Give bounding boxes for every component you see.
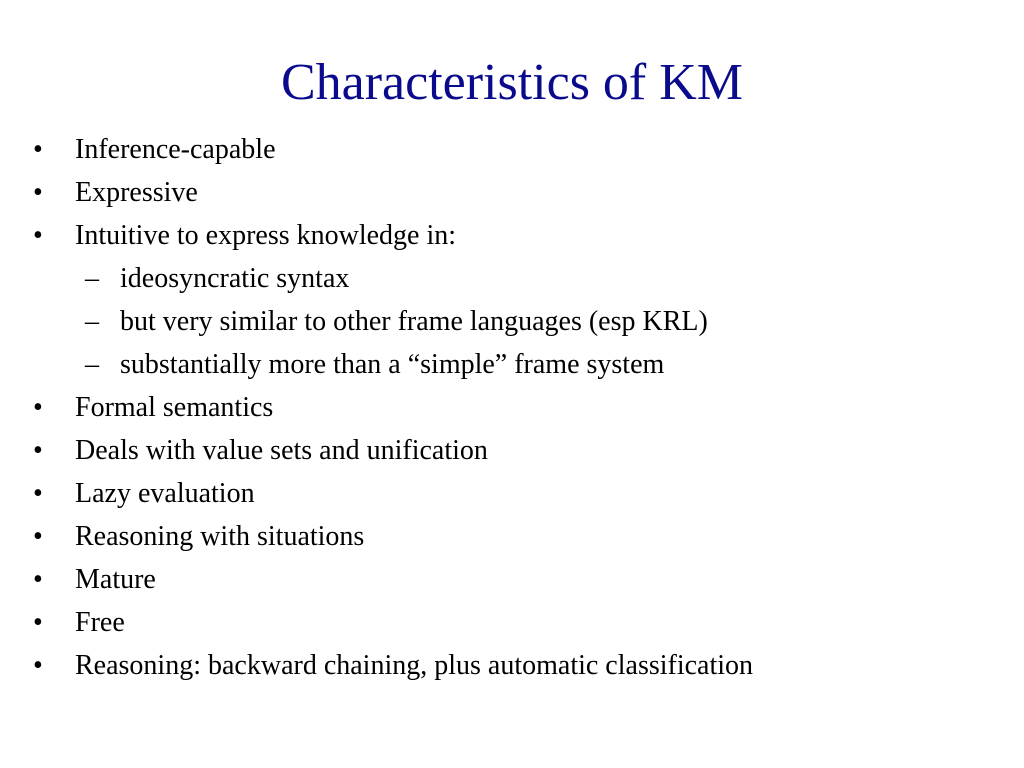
bullet-item-formal-semantics <box>33 386 993 429</box>
sub-bullet-text: ideosyncratic syntax <box>120 263 350 294</box>
bullet-marker: • <box>33 564 43 595</box>
bullet-item-mature <box>33 558 993 601</box>
bullet-item-intuitive <box>33 214 993 257</box>
bullet-marker: • <box>33 478 43 509</box>
bullet-marker: • <box>33 134 43 165</box>
bullet-marker: • <box>33 607 43 638</box>
bullet-text: Reasoning: backward chaining, plus automatic classification <box>75 650 754 681</box>
sub-bullet-marker: – <box>85 349 99 380</box>
slide-title: Characteristics of KM <box>280 54 744 111</box>
bullet-marker: • <box>33 650 43 681</box>
bullet-text: Inference-capable <box>75 134 276 165</box>
sub-bullet-marker: – <box>85 306 99 337</box>
bullet-marker: • <box>33 177 43 208</box>
bullet-text: Free <box>75 607 125 638</box>
bullet-item-reasoning <box>33 644 993 687</box>
bullet-text: Expressive <box>75 177 198 208</box>
sub-bullet-item-syntax <box>33 257 993 300</box>
sub-bullet-text: substantially more than a “simple” frame system <box>120 349 665 380</box>
bullet-marker: • <box>33 392 43 423</box>
bullet-list <box>33 128 993 687</box>
bullet-marker: • <box>33 220 43 251</box>
bullet-text: Mature <box>75 564 156 595</box>
sub-bullet-item-frame-languages <box>33 300 993 343</box>
bullet-marker: • <box>33 521 43 552</box>
bullet-text: Deals with value sets and unification <box>75 435 488 466</box>
bullet-item-expressive <box>33 171 993 214</box>
bullet-item-inference-capable <box>33 128 993 171</box>
bullet-marker: • <box>33 435 43 466</box>
sub-bullet-text: but very similar to other frame languages (esp KRL) <box>120 306 708 337</box>
bullet-text: Formal semantics <box>75 392 274 423</box>
bullet-item-situations <box>33 515 993 558</box>
bullet-text: Intuitive to express knowledge in: <box>75 220 457 251</box>
bullet-text: Reasoning with situations <box>75 521 365 552</box>
sub-bullet-item-frame-system <box>33 343 993 386</box>
bullet-item-lazy-evaluation <box>33 472 993 515</box>
bullet-text: Lazy evaluation <box>75 478 255 509</box>
bullet-item-free <box>33 601 993 644</box>
bullet-item-value-sets <box>33 429 993 472</box>
sub-bullet-marker: – <box>85 263 99 294</box>
